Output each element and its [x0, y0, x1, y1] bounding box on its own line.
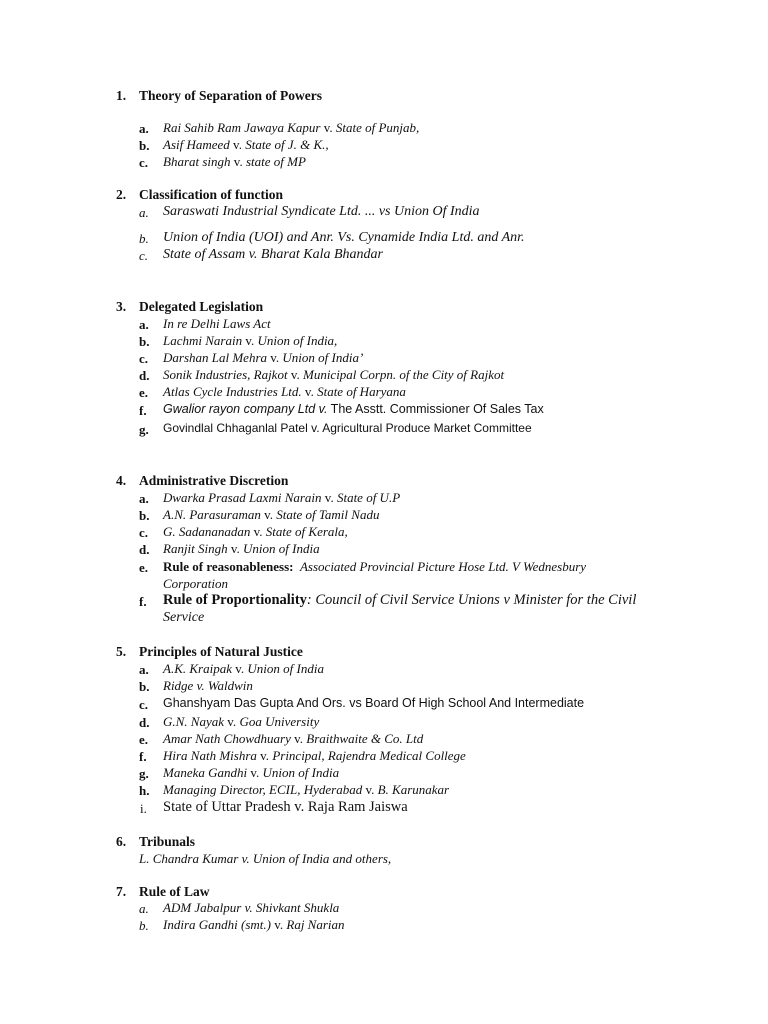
item-letter: e.	[139, 385, 149, 400]
section-number: 7.	[116, 884, 127, 899]
case-item: A.K. Kraipak v. Union of India	[163, 661, 324, 676]
case-item-continued: Corporation	[163, 576, 229, 591]
case-item: State of Assam v. Bharat Kala Bhandar	[163, 247, 383, 262]
item-letter: a.	[139, 317, 149, 332]
case-item: Ranjit Singh v. Union of India	[163, 541, 320, 556]
item-letter: d.	[139, 542, 150, 557]
item-letter: b.	[139, 918, 149, 933]
case-item-continued: Service	[163, 610, 205, 625]
item-letter: d.	[139, 715, 150, 730]
section-title: Rule of Law	[139, 884, 210, 899]
case-item: A.N. Parasuraman v. State of Tamil Nadu	[163, 507, 380, 522]
section-title: Delegated Legislation	[139, 299, 264, 314]
case-item: Ghanshyam Das Gupta And Ors. vs Board Of High School And Intermediate	[163, 696, 585, 710]
case-item: In re Delhi Laws Act	[163, 316, 271, 331]
item-letter: a.	[139, 662, 149, 677]
item-letter: e.	[139, 732, 149, 747]
item-letter: g.	[139, 422, 149, 437]
section-number: 2.	[116, 187, 127, 202]
item-letter: a.	[139, 121, 149, 136]
item-letter: i.	[140, 801, 147, 816]
section-number: 1.	[116, 88, 127, 103]
item-letter: f.	[139, 749, 147, 764]
case-item: Rule of reasonableness: Associated Provincial Picture Hose Ltd. V Wednesbury	[163, 559, 587, 574]
item-letter: a.	[139, 205, 149, 220]
case-item: G. Sadananadan v. State of Kerala,	[163, 524, 348, 539]
item-letter: c.	[139, 248, 149, 263]
case-item: Saraswati Industrial Syndicate Ltd. ... vs Union Of India	[163, 204, 480, 219]
case-item: Rule of Proportionality: Council of Civil Service Unions v Minister for the Civil	[163, 592, 637, 608]
case-item: ADM Jabalpur v. Shivkant Shukla	[163, 900, 340, 915]
section-title: Theory of Separation of Powers	[139, 88, 322, 103]
case-item: Ridge v. Waldwin	[163, 678, 253, 693]
item-letter: c.	[139, 697, 149, 712]
case-item: State of Uttar Pradesh v. Raja Ram Jaiswa	[163, 799, 408, 815]
item-letter: b.	[139, 231, 149, 246]
case-item: Managing Director, ECIL, Hyderabad v. B. Karunakar	[163, 782, 450, 797]
case-item: Asif Hameed v. State of J. & K.,	[163, 137, 329, 152]
section-number: 4.	[116, 473, 127, 488]
case-item: Govindlal Chhaganlal Patel v. Agricultural Produce Market Committee	[163, 421, 532, 435]
item-letter: a.	[139, 901, 149, 916]
case-item: Darshan Lal Mehra v. Union of India’	[163, 350, 364, 365]
item-letter: b.	[139, 334, 150, 349]
section-number: 3.	[116, 299, 127, 314]
case-item: Bharat singh v. state of MP	[163, 154, 306, 169]
section-title: Principles of Natural Justice	[139, 644, 303, 659]
item-letter: e.	[139, 560, 149, 575]
item-letter: b.	[139, 508, 150, 523]
item-letter: g.	[139, 766, 149, 781]
case-item: Maneka Gandhi v. Union of India	[163, 765, 340, 780]
case-item: Sonik Industries, Rajkot v. Municipal Corpn. of the City of Rajkot	[163, 367, 505, 382]
case-item: Hira Nath Mishra v. Principal, Rajendra Medical College	[163, 748, 466, 763]
item-letter: c.	[139, 351, 149, 366]
item-letter: h.	[139, 783, 150, 798]
case-item: Rai Sahib Ram Jawaya Kapur v. State of Punjab,	[163, 120, 420, 135]
case-item: G.N. Nayak v. Goa University	[163, 714, 320, 729]
item-letter: c.	[139, 155, 149, 170]
case-item: L. Chandra Kumar v. Union of India and others,	[139, 851, 392, 866]
item-letter: c.	[139, 525, 149, 540]
section-title: Classification of function	[139, 187, 284, 202]
item-letter: f.	[139, 594, 147, 609]
case-item: Atlas Cycle Industries Ltd. v. State of Haryana	[163, 384, 406, 399]
section-number: 6.	[116, 834, 127, 849]
case-item: Lachmi Narain v. Union of India,	[163, 333, 338, 348]
item-letter: b.	[139, 138, 150, 153]
item-letter: f.	[139, 403, 147, 418]
case-item: Indira Gandhi (smt.) v. Raj Narian	[163, 917, 345, 932]
case-item: Gwalior rayon company Ltd v. The Asstt. Commissioner Of Sales Tax	[163, 402, 544, 416]
case-item: Dwarka Prasad Laxmi Narain v. State of U.P	[163, 490, 401, 505]
case-item: Amar Nath Chowdhuary v. Braithwaite & Co. Ltd	[163, 731, 424, 746]
item-letter: b.	[139, 679, 150, 694]
section-title: Tribunals	[139, 834, 196, 849]
item-letter: d.	[139, 368, 150, 383]
item-letter: a.	[139, 491, 149, 506]
section-title: Administrative Discretion	[139, 473, 289, 488]
case-item: Union of India (UOI) and Anr. Vs. Cynamide India Ltd. and Anr.	[163, 230, 525, 245]
section-number: 5.	[116, 644, 127, 659]
